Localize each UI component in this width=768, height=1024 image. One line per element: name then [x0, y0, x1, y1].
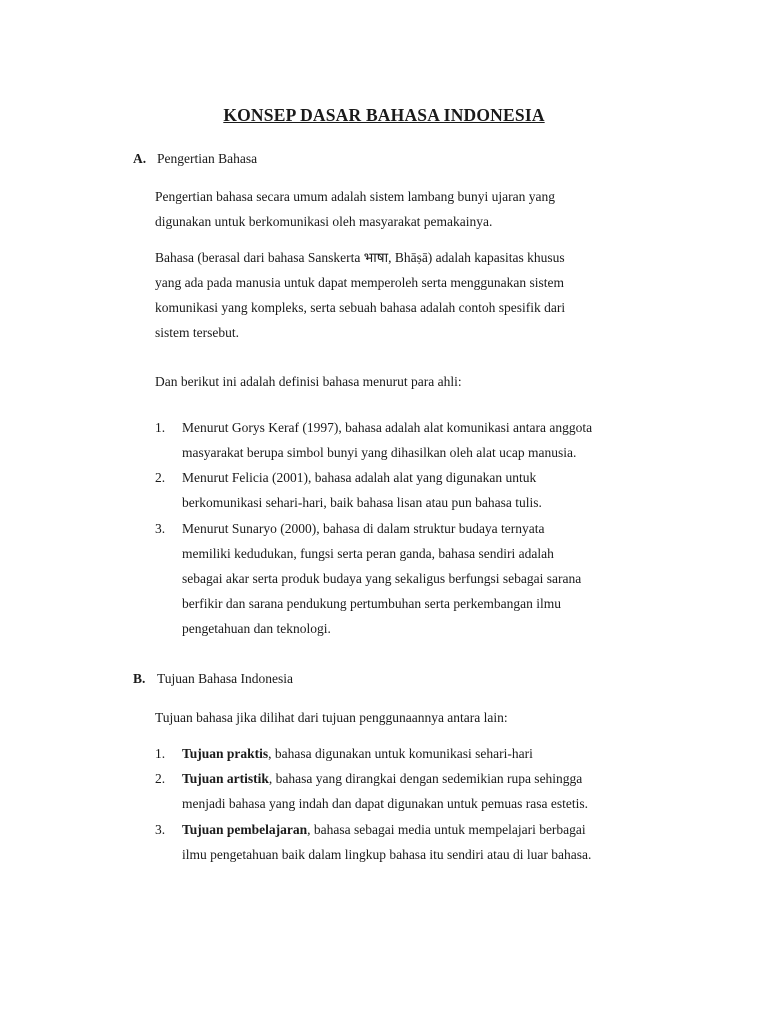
list-item-line: memiliki kedudukan, fungsi serta peran ganda, bahasa sendiri adalah: [182, 546, 554, 561]
section-b-heading: Tujuan Bahasa Indonesia: [157, 671, 293, 686]
list-item-felicia: [182, 465, 662, 515]
list-number: 3.: [155, 822, 166, 837]
section-b-intro: [155, 705, 675, 730]
section-a-letter: A.: [133, 151, 147, 166]
list-item-rest: , bahasa sebagai media untuk mempelajari berbagai: [307, 822, 586, 837]
list-item-line: [182, 766, 662, 791]
list-item-term: Tujuan artistik: [182, 771, 269, 786]
paragraph-line: Tujuan bahasa jika dilihat dari tujuan penggunaannya antara lain:: [155, 710, 508, 725]
list-number: 2.: [155, 771, 166, 786]
document-title: KONSEP DASAR BAHASA INDONESIA: [223, 105, 545, 125]
list-item-line: berkomunikasi sehari-hari, baik bahasa lisan atau pun bahasa tulis.: [182, 495, 542, 510]
list-item-line: Menurut Felicia (2001), bahasa adalah alat yang digunakan untuk: [182, 470, 537, 485]
list-number: 3.: [155, 521, 166, 536]
paragraph-line: sistem tersebut.: [155, 325, 239, 340]
list-item-line: sebagai akar serta produk budaya yang sekaligus berfungsi sebagai sarana: [182, 571, 582, 586]
list-item-line: [182, 817, 662, 842]
section-a-paragraph-2: [155, 245, 675, 345]
list-item-line: Menurut Gorys Keraf (1997), bahasa adalah alat komunikasi antara anggota: [182, 420, 593, 435]
list-number: 1.: [155, 420, 166, 435]
list-item-sunaryo: [182, 516, 662, 641]
list-item-tujuan-praktis: [182, 741, 662, 766]
list-item-term: Tujuan praktis: [182, 746, 269, 761]
list-number: 2.: [155, 470, 166, 485]
section-a-heading: Pengertian Bahasa: [157, 151, 258, 166]
list-item-line: masyarakat berupa simbol bunyi yang dihasilkan oleh alat ucap manusia.: [182, 445, 577, 460]
paragraph-line: Dan berikut ini adalah definisi bahasa menurut para ahli:: [155, 374, 462, 389]
section-a-paragraph-1: [155, 184, 675, 234]
paragraph-line: komunikasi yang kompleks, serta sebuah bahasa adalah contoh spesifik dari: [155, 300, 566, 315]
paragraph-line: yang ada pada manusia untuk dapat memperoleh serta menggunakan sistem: [155, 275, 564, 290]
list-item-line: pengetahuan dan teknologi.: [182, 621, 331, 636]
list-item-term: Tujuan pembelajaran: [182, 822, 308, 837]
list-item-gorys-keraf: [182, 415, 662, 465]
list-item-line: Menurut Sunaryo (2000), bahasa di dalam struktur budaya ternyata: [182, 521, 545, 536]
list-item-rest: , bahasa yang dirangkai dengan sedemikian rupa sehingga: [268, 771, 583, 786]
section-a-paragraph-3: [155, 369, 675, 394]
list-item-line: berfikir dan sarana pendukung pertumbuhan serta perkembangan ilmu: [182, 596, 561, 611]
section-b-letter: B.: [133, 671, 146, 686]
paragraph-line: Pengertian bahasa secara umum adalah sistem lambang bunyi ujaran yang: [155, 189, 555, 204]
list-item-line: ilmu pengetahuan baik dalam lingkup bahasa itu sendiri atau di luar bahasa.: [182, 847, 592, 862]
list-item-tujuan-pembelajaran: [182, 817, 662, 867]
list-item-line: [182, 741, 662, 766]
paragraph-line: Bahasa (berasal dari bahasa Sanskerta भाषा, Bhāṣā) adalah kapasitas khusus: [155, 250, 565, 265]
list-item-rest: , bahasa digunakan untuk komunikasi sehari-hari: [268, 746, 533, 761]
list-item-line: menjadi bahasa yang indah dan dapat digunakan untuk pemuas rasa estetis.: [182, 796, 589, 811]
list-item-tujuan-artistik: [182, 766, 662, 816]
paragraph-line: digunakan untuk berkomunikasi oleh masyarakat pemakainya.: [155, 214, 493, 229]
list-number: 1.: [155, 746, 166, 761]
